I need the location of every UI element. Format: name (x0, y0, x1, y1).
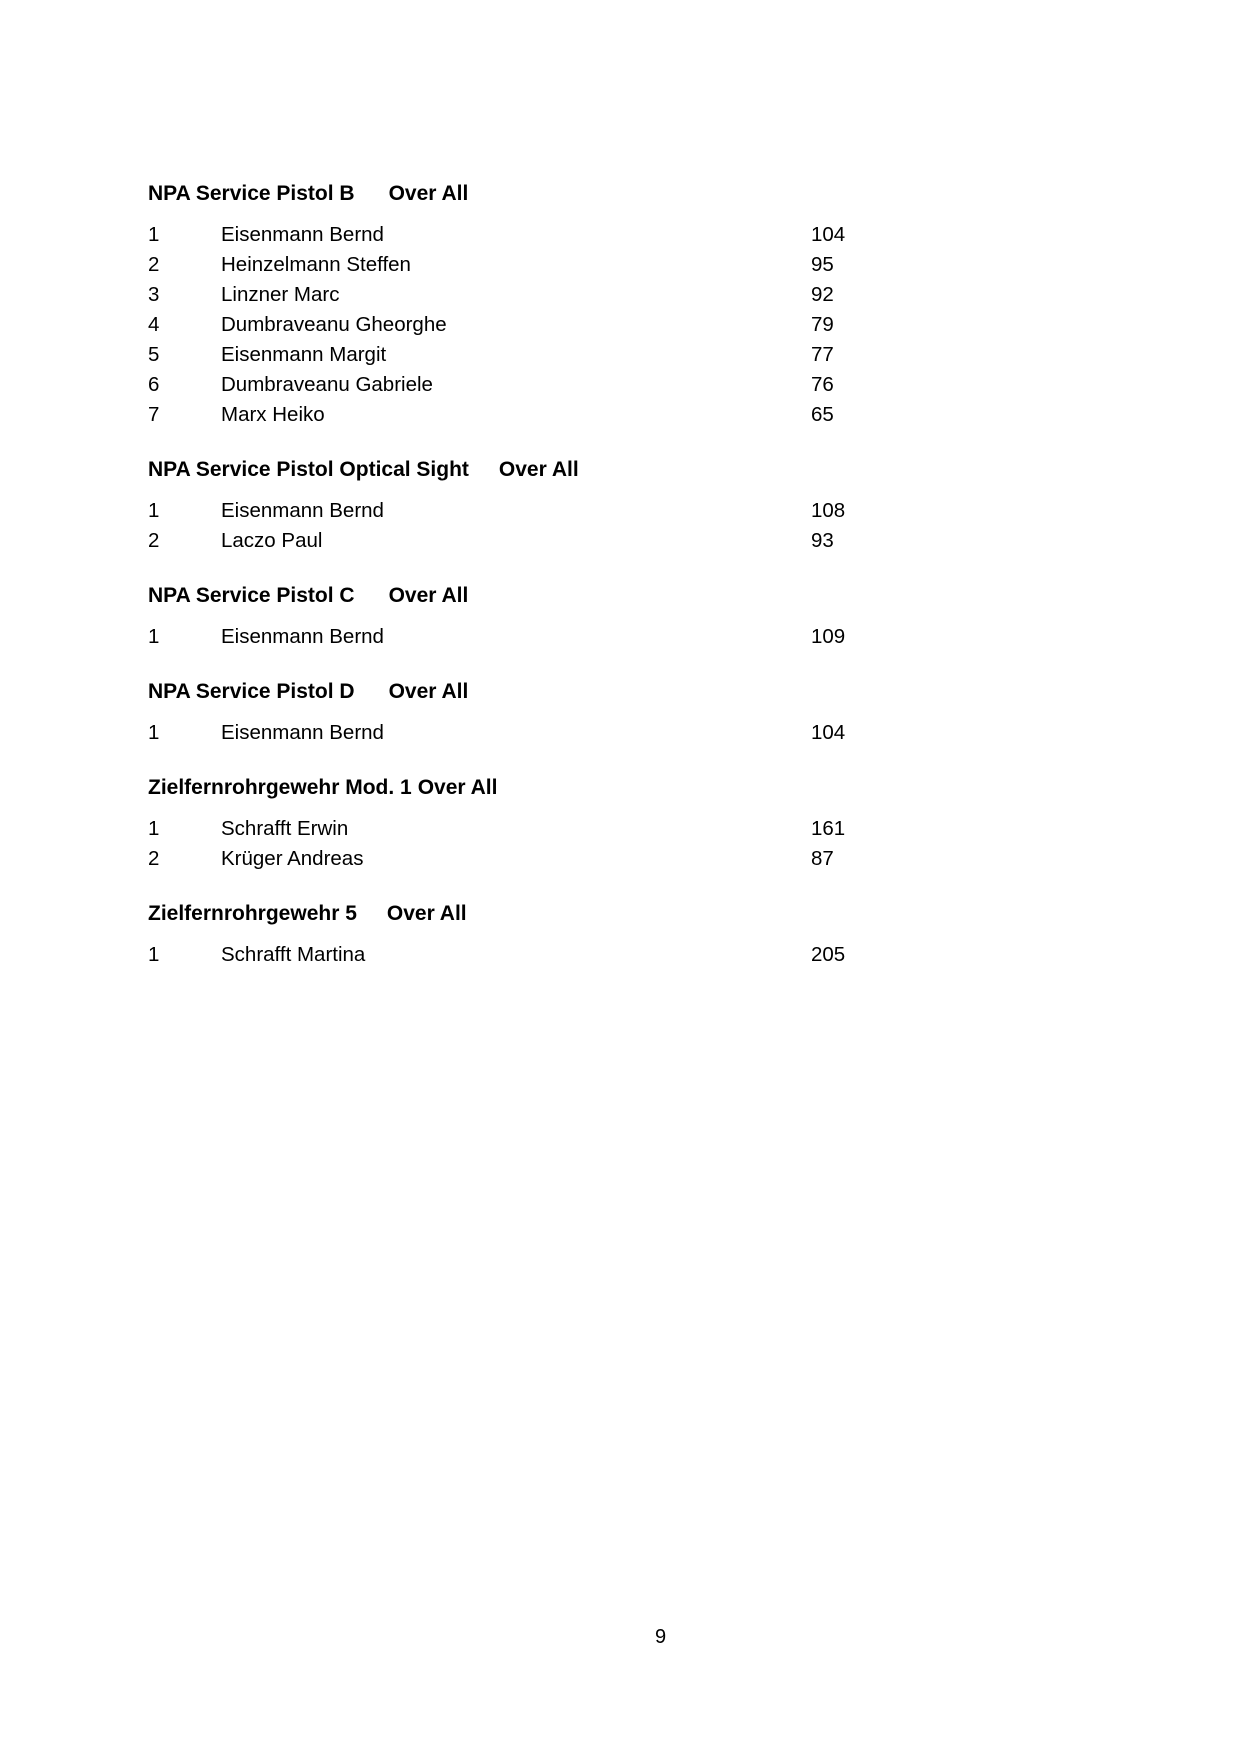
results-section (148, 176, 908, 430)
competitor-name: Krüger Andreas (221, 847, 364, 870)
rank: 1 (148, 499, 160, 522)
section-title: Zielfernrohrgewehr 5 (148, 902, 357, 925)
rank: 1 (148, 223, 160, 246)
results-section (148, 770, 908, 874)
section-heading (148, 770, 908, 806)
competitor-name: Eisenmann Bernd (221, 499, 384, 522)
result-row (148, 280, 908, 310)
results-section (148, 896, 908, 970)
rank: 2 (148, 847, 160, 870)
score: 79 (811, 313, 834, 336)
competitor-name: Schrafft Erwin (221, 817, 349, 840)
competitor-name: Dumbraveanu Gabriele (221, 373, 433, 396)
results-rows (148, 718, 908, 748)
section-subtitle: Over All (388, 680, 469, 703)
competitor-name: Eisenmann Bernd (221, 223, 384, 246)
results-rows (148, 622, 908, 652)
result-row (148, 340, 908, 370)
rank: 1 (148, 721, 160, 744)
section-title: NPA Service Pistol C (148, 584, 355, 607)
section-heading (148, 578, 908, 614)
competitor-name: Eisenmann Bernd (221, 625, 384, 648)
score: 77 (811, 343, 834, 366)
section-title: NPA Service Pistol D (148, 680, 355, 703)
section-heading (148, 176, 908, 212)
section-title: Zielfernrohrgewehr Mod. 1 (148, 776, 412, 799)
score: 95 (811, 253, 834, 276)
rank: 1 (148, 625, 160, 648)
results-section (148, 674, 908, 748)
competitor-name: Laczo Paul (221, 529, 323, 552)
results-rows (148, 814, 908, 874)
section-subtitle: Over All (388, 584, 469, 607)
result-row (148, 814, 908, 844)
result-row (148, 844, 908, 874)
result-row (148, 526, 908, 556)
score: 109 (811, 625, 846, 648)
competitor-name: Heinzelmann Steffen (221, 253, 411, 276)
results-rows (148, 940, 908, 970)
result-row (148, 940, 908, 970)
result-row (148, 370, 908, 400)
section-subtitle: Over All (417, 776, 498, 799)
result-row (148, 220, 908, 250)
score: 65 (811, 403, 834, 426)
results-section (148, 578, 908, 652)
score: 104 (811, 721, 846, 744)
result-row (148, 622, 908, 652)
result-row (148, 496, 908, 526)
rank: 3 (148, 283, 160, 306)
results-section (148, 452, 908, 556)
result-row (148, 400, 908, 430)
score: 205 (811, 943, 846, 966)
rank: 1 (148, 943, 160, 966)
result-row (148, 718, 908, 748)
rank: 6 (148, 373, 160, 396)
score: 108 (811, 499, 846, 522)
results-list (148, 176, 908, 992)
competitor-name: Eisenmann Margit (221, 343, 387, 366)
rank: 1 (148, 817, 160, 840)
competitor-name: Dumbraveanu Gheorghe (221, 313, 447, 336)
page-number: 9 (654, 1626, 667, 1648)
section-heading (148, 452, 908, 488)
rank: 2 (148, 529, 160, 552)
score: 104 (811, 223, 846, 246)
rank: 7 (148, 403, 160, 426)
competitor-name: Marx Heiko (221, 403, 325, 426)
section-subtitle: Over All (498, 458, 579, 481)
section-subtitle: Over All (386, 902, 467, 925)
score: 87 (811, 847, 834, 870)
section-heading (148, 674, 908, 710)
section-title: NPA Service Pistol Optical Sight (148, 458, 469, 481)
competitor-name: Eisenmann Bernd (221, 721, 384, 744)
score: 93 (811, 529, 834, 552)
rank: 2 (148, 253, 160, 276)
score: 161 (811, 817, 846, 840)
results-rows (148, 220, 908, 430)
score: 76 (811, 373, 834, 396)
rank: 5 (148, 343, 160, 366)
result-row (148, 310, 908, 340)
section-heading (148, 896, 908, 932)
result-row (148, 250, 908, 280)
section-title: NPA Service Pistol B (148, 182, 355, 205)
rank: 4 (148, 313, 160, 336)
results-rows (148, 496, 908, 556)
score: 92 (811, 283, 834, 306)
competitor-name: Schrafft Martina (221, 943, 366, 966)
competitor-name: Linzner Marc (221, 283, 340, 306)
section-subtitle: Over All (388, 182, 469, 205)
